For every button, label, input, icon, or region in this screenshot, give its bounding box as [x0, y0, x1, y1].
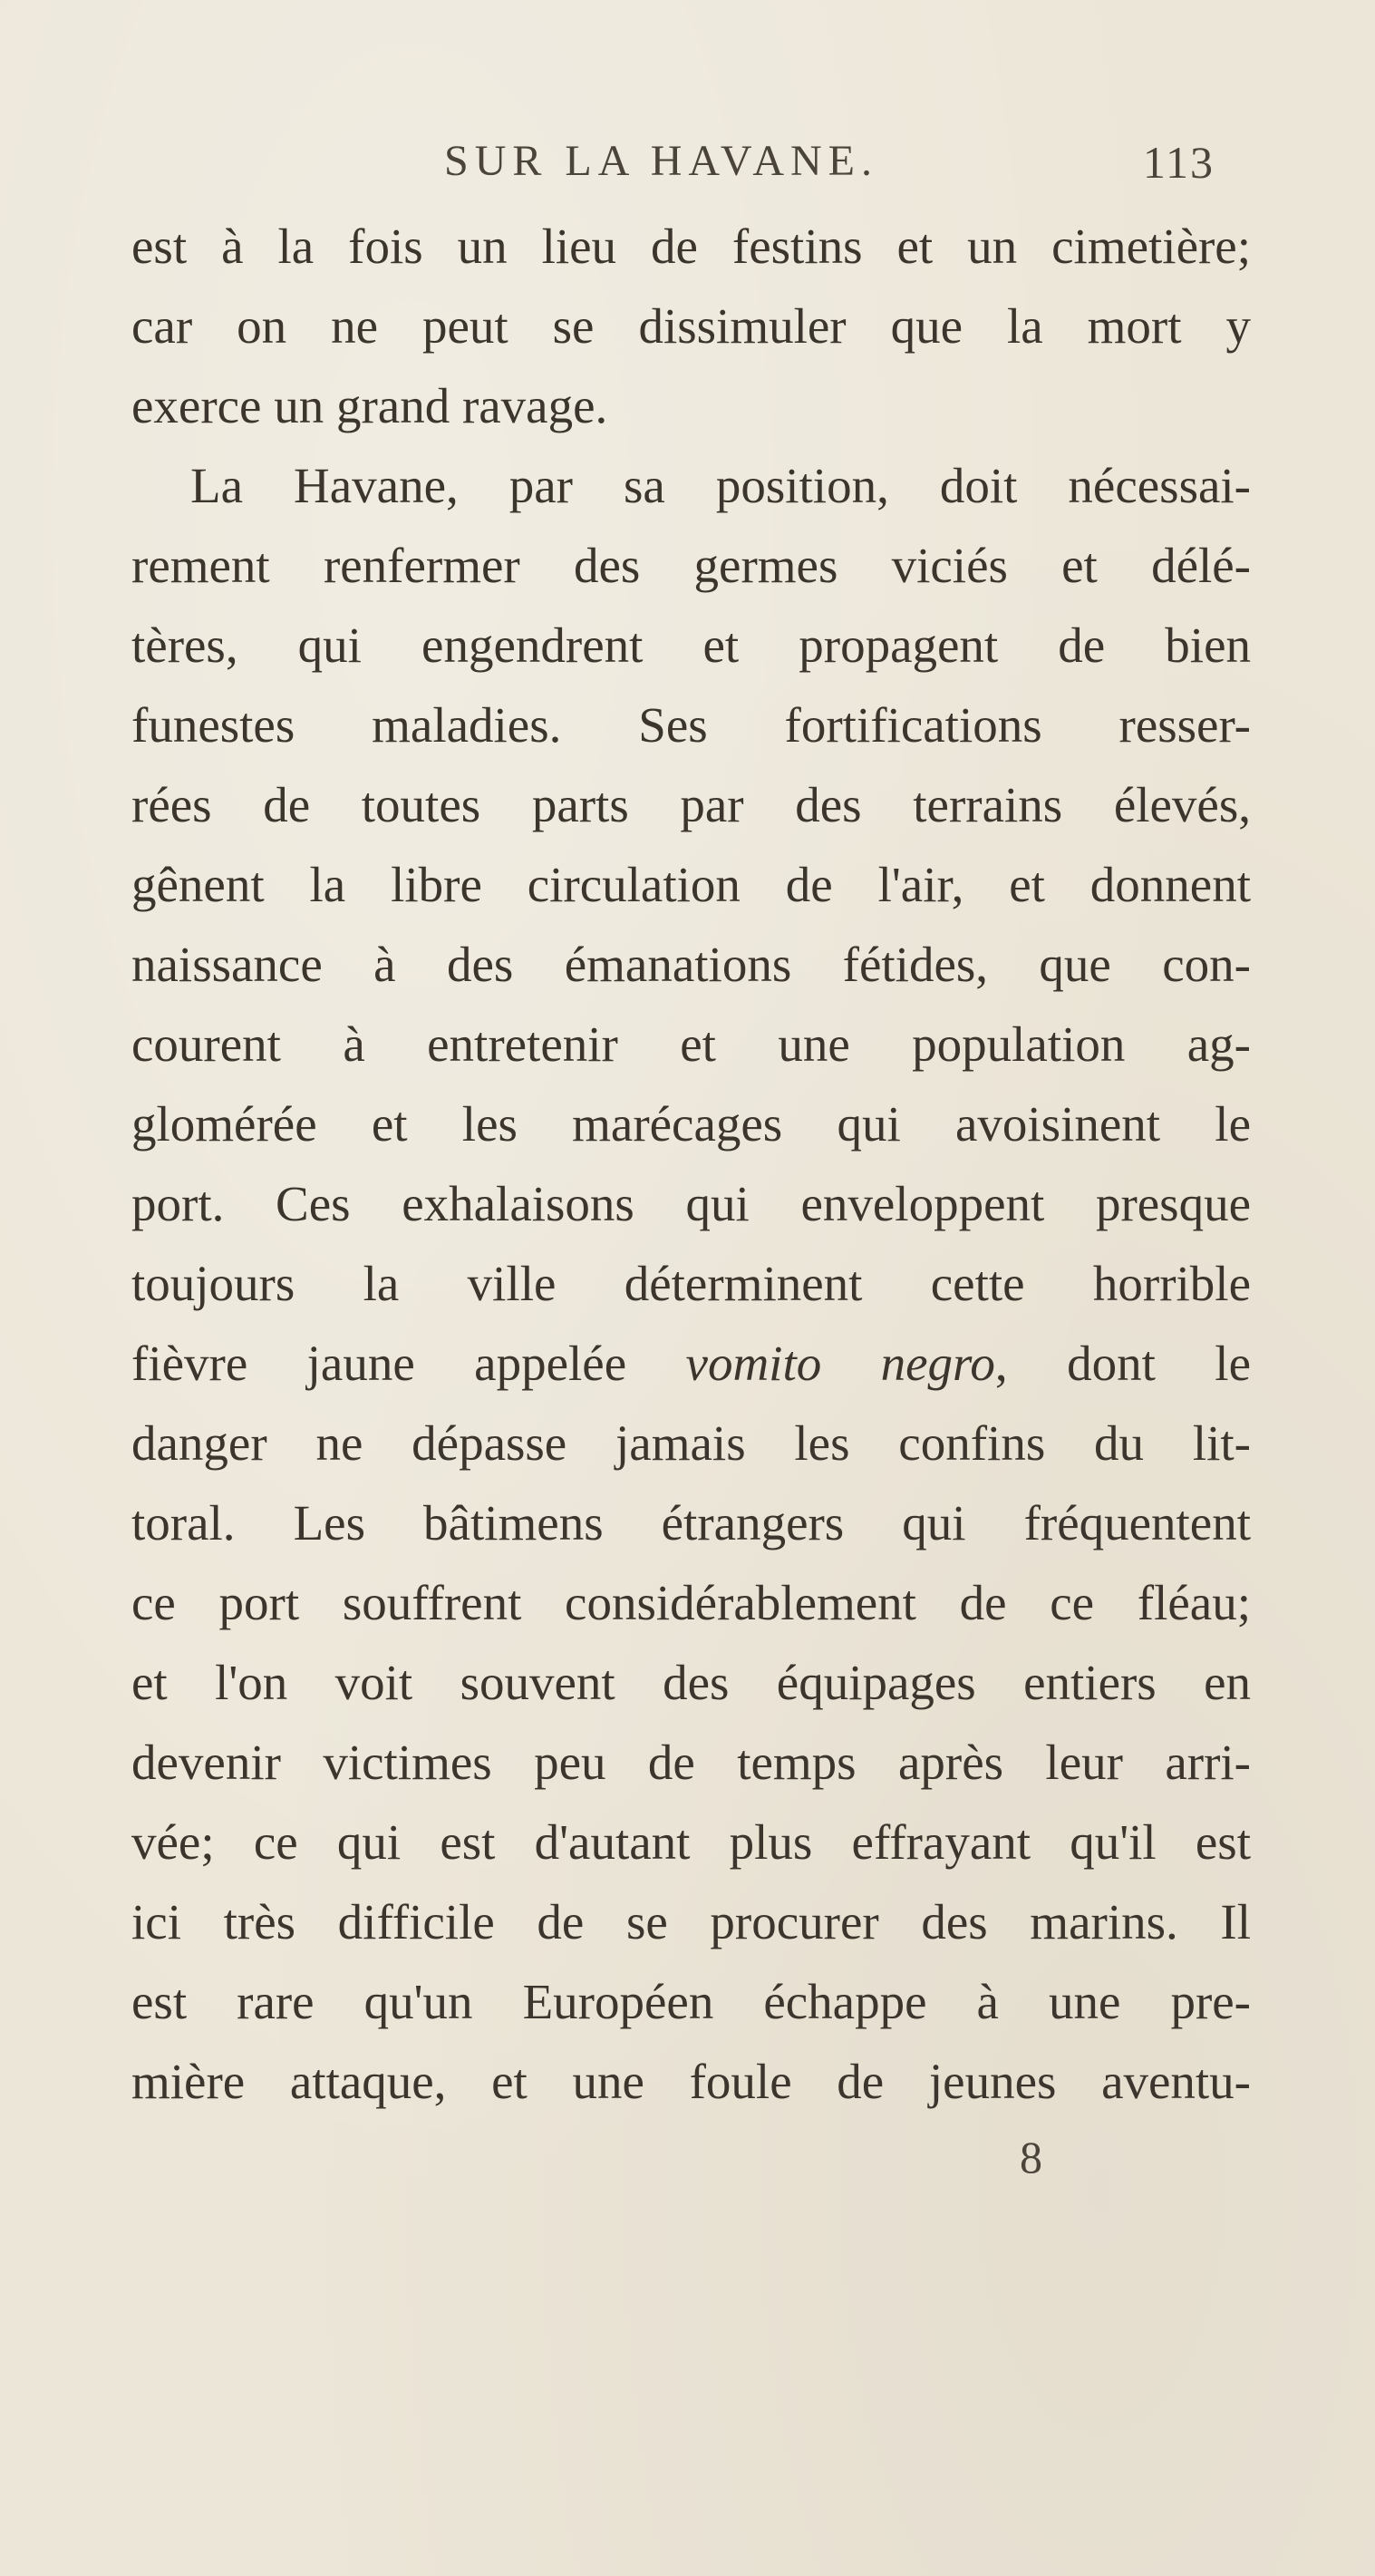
- text-line: est à la fois un lieu de festins et un cimetière;: [131, 219, 1251, 274]
- text-line: courent à entretenir et une population ag-: [131, 1016, 1251, 1072]
- body-text: [131, 207, 1251, 2122]
- running-title: SUR LA HAVANE.: [444, 137, 878, 185]
- text-line: ce port souffrent considérablement de ce fléau;: [131, 1575, 1251, 1630]
- text-line: danger ne dépasse jamais les confins du lit-: [131, 1415, 1251, 1471]
- text-line: devenir victimes peu de temps après leur arri-: [131, 1735, 1251, 1790]
- page-number: 113: [1142, 137, 1215, 188]
- running-head: [444, 136, 1242, 199]
- text-line: gênent la libre circulation de l'air, et donnent: [131, 857, 1251, 912]
- italic-term: vomito negro: [685, 1336, 995, 1391]
- paragraph-first-line: La Havane, par sa position, doit nécessai-: [190, 458, 1251, 513]
- text-line: [131, 1324, 1251, 1404]
- text-fragment: fièvre jaune appelée: [131, 1336, 686, 1391]
- text-line: port. Ces exhalaisons qui enveloppent presque: [131, 1176, 1251, 1231]
- text-line: rement renfermer des germes viciés et délé-: [131, 538, 1251, 593]
- text-line: toujours la ville déterminent cette horrible: [131, 1256, 1251, 1311]
- text-line: mière attaque, et une foule de jeunes aventu-: [131, 2054, 1251, 2109]
- text-line: ici très difficile de se procurer des marins. Il: [131, 1894, 1251, 1949]
- text-line: est rare qu'un Européen échappe à une pre-: [131, 1974, 1251, 2029]
- signature-mark: 8: [1020, 2132, 1042, 2182]
- text-line: et l'on voit souvent des équipages entiers en: [131, 1655, 1251, 1710]
- text-line: glomérée et les marécages qui avoisinent le: [131, 1096, 1251, 1152]
- text-line: funestes maladies. Ses fortifications resser-: [131, 697, 1251, 753]
- text-line: exerce un grand ravage.: [131, 378, 608, 433]
- text-line: naissance à des émanations fétides, que con-: [131, 937, 1251, 992]
- text-line: vée; ce qui est d'autant plus effrayant qu'il est: [131, 1814, 1251, 1870]
- text-line: toral. Les bâtimens étrangers qui fréquentent: [131, 1495, 1251, 1550]
- text-fragment: , dont le: [994, 1336, 1251, 1391]
- text-line: rées de toutes parts par des terrains élevés,: [131, 777, 1251, 832]
- text-line: tères, qui engendrent et propagent de bien: [131, 617, 1251, 673]
- text-line: car on ne peut se dissimuler que la mort y: [131, 298, 1251, 354]
